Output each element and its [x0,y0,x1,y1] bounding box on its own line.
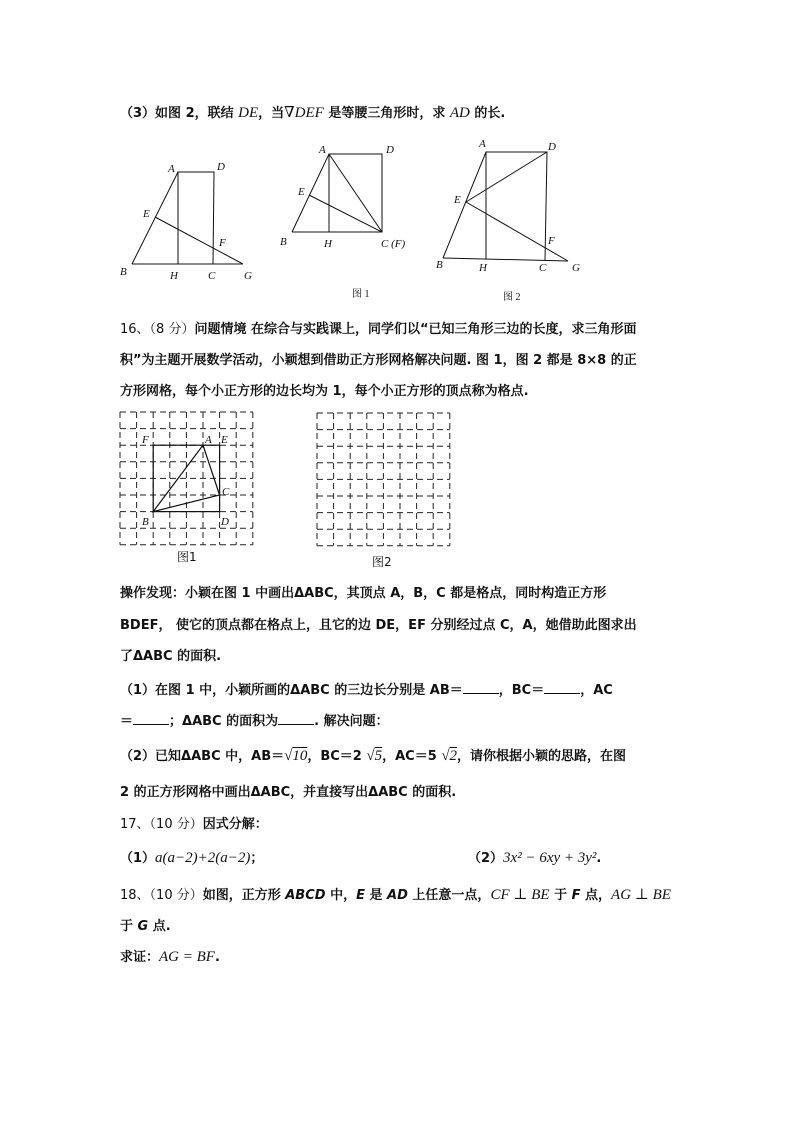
question-number: 16、（8 分） [120,322,195,337]
text: （2） [468,851,504,866]
q16-part2 [120,748,626,765]
text: 于 [549,888,572,903]
text: AD [387,888,408,903]
text: 点， [580,888,612,903]
text: （3）如图 2，联结 [120,106,239,121]
question-number: 18、（10 分） [120,888,203,903]
q16-op3: 了ΔABC 的面积. [120,649,222,664]
label: C [539,262,547,274]
text: G [137,919,149,934]
text: 求证： [120,950,160,965]
q16-part1 [120,681,613,699]
radicand: 2 [449,748,458,764]
text: 因式分解： [202,817,268,832]
math: 3x² − 6xy + 3y² [503,850,597,866]
text: 于 [120,919,138,934]
text: ；ΔABC 的面积为 [169,714,279,729]
text: 是 [364,888,388,903]
sqrt: √2 [441,748,458,764]
label: C (F) [381,238,406,250]
text: ，当 [258,106,285,121]
label: H [479,262,487,274]
sqrt: √5 [366,748,383,764]
radicand: 5 [374,748,383,764]
text: ，请你根据小颖的思路，在图 [457,749,627,764]
label: A [205,434,212,446]
math: AG = BF [159,949,215,965]
label: D [221,516,229,528]
q18-line2 [120,919,171,935]
q16-op1: 操作发现：小颖在图 1 中画出ΔABC，其顶点 A，B，C 都是格点，同时构造正方形 [120,586,607,601]
text: ； [250,851,264,866]
text: （2）已知ΔABC 中，AB＝ [120,749,285,764]
label: E [143,208,150,220]
label: C [222,486,230,498]
text: ＝ [120,714,134,729]
math: CF ⊥ BE [490,887,550,903]
q16-op2: BDEF， 使它的顶点都在格点上，且它的边 DE，EF 分别经过点 C，A，她借助此图求出 [120,618,637,633]
text: ，BC＝ [498,683,545,698]
figure-1-labels [280,144,405,300]
text: ABCD [285,888,326,903]
q16-part1-cont [120,712,389,730]
label: G [244,270,252,282]
label: D [386,144,394,156]
question-number: 17、（10 分） [120,817,203,832]
math: a(a−2)+2(a−2) [155,850,251,866]
q16-line1 [120,322,637,338]
text: 如图，正方形 [202,888,286,903]
figure-caption: 图2 [372,555,392,569]
label: B [280,236,287,248]
label: B [142,516,149,528]
label: C [208,270,216,282]
text: 点. [148,919,171,934]
label: E [221,434,228,446]
sqrt: √10 [284,748,308,764]
label: A [168,163,175,175]
label: D [548,141,556,153]
text: ，AC＝5 [382,749,442,764]
text: 的长. [469,106,506,121]
answer-blank[interactable] [278,712,314,725]
grid-figure-1 [120,412,253,545]
label: A [319,144,326,156]
math: AG ⊥ BE [611,887,671,903]
label: D [217,161,225,173]
figure-caption: 图1 [177,550,197,564]
figure-1 [292,154,382,232]
q17-part1 [120,850,263,867]
text: 上任意一点， [407,888,491,903]
figure-2-labels [436,138,580,303]
label: B [120,266,127,278]
text: 问题情境 在综合与实践课上，同学们以“已知三角形三边的长度，求三角形面 [194,322,637,337]
q16-line2: 积”为主题开展数学活动，小颖想到借助正方形网格解决问题. 图 1，图 2 都是 8×8 的正 [120,353,637,368]
label: F [219,237,226,249]
text: E [356,888,365,903]
label: H [324,238,332,250]
grid-figure-2[interactable] [317,413,450,546]
text: . [214,950,220,965]
text: . 解决问题： [314,714,389,729]
label: F [142,434,149,446]
label: E [454,194,461,206]
answer-blank[interactable] [463,681,499,694]
radicand: 10 [292,748,308,764]
q18-line1 [120,887,671,904]
text: （1）在图 1 中，小颖所画的ΔABC 的三边长分别是 AB＝ [120,683,463,698]
label: F [548,235,555,247]
math: ∇DEF [284,105,324,121]
text: ，BC＝2 [307,749,367,764]
figure-caption: 图 2 [503,292,521,303]
text: . [596,851,602,866]
q16-part2-cont: 2 的正方形网格中画出ΔABC，并直接写出ΔABC 的面积. [120,785,457,800]
figure-caption: 图 1 [352,289,370,300]
text: ，AC [580,683,613,698]
answer-blank[interactable] [133,712,169,725]
math: DE [238,105,259,121]
label: G [572,262,580,274]
label: A [479,138,486,150]
answer-blank[interactable] [544,681,580,694]
q16-line3: 方形网格，每个小正方形的边长均为 1，每个小正方形的顶点称为格点. [120,384,529,399]
text: F [571,888,581,903]
q18-prove [120,949,220,966]
text: 中， [325,888,357,903]
label: B [436,259,443,271]
label: E [298,186,305,198]
text: （1） [120,851,156,866]
q17-title [120,817,268,833]
q17-part2 [468,850,601,867]
label: H [170,270,178,282]
text: 是等腰三角形时，求 [323,106,450,121]
math: AD [449,105,470,121]
